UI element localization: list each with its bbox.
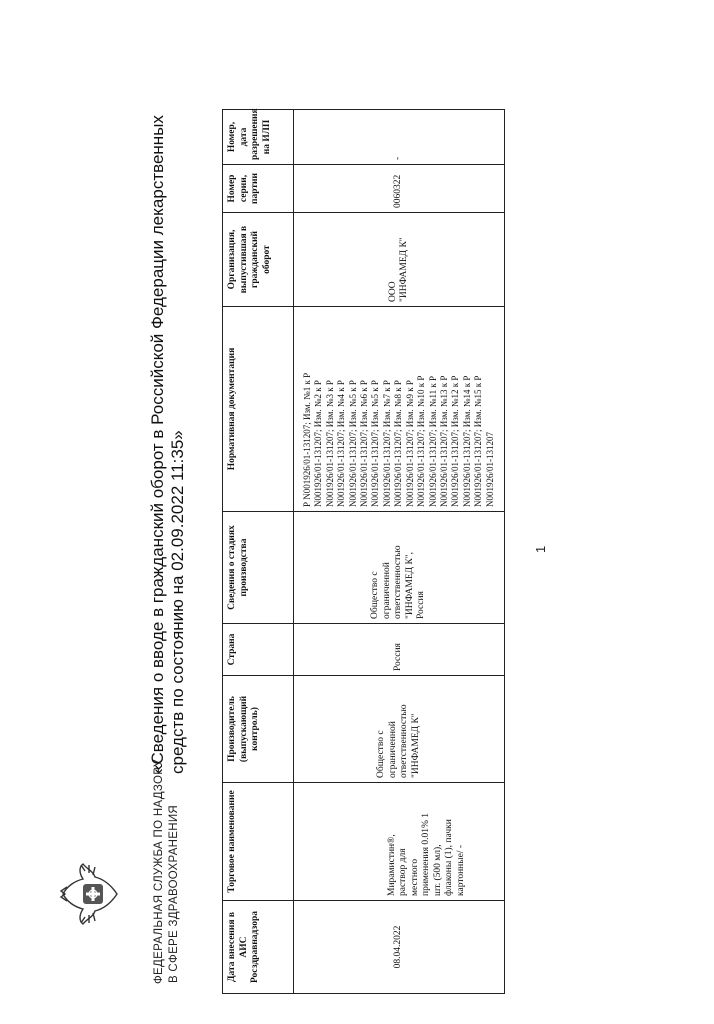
table-row xyxy=(294,110,505,994)
doc-line: N001926/01-131207 xyxy=(484,432,495,507)
registry-table xyxy=(222,109,505,994)
doc-line: N001926/01-131207; Изм. №4 к Р xyxy=(336,380,347,507)
header-docs: Нормативная документация xyxy=(223,307,294,512)
trade-name-line: флаконы (1), пачки xyxy=(444,819,455,896)
doc-line: N001926/01-131207; Изм. №11 к Р xyxy=(427,375,438,507)
header-date: Дата внесения в АИС Росздравнадзора xyxy=(223,901,294,994)
doc-line: N001926/01-131207; Изм. №5 к Р xyxy=(347,380,358,507)
header-series: Номер серии, партии xyxy=(223,165,294,213)
stages-line: ответственностью xyxy=(393,545,404,619)
header-trade-name: Торговое наименование xyxy=(223,783,294,901)
trade-name-line: Мирамистин®, xyxy=(386,834,397,896)
stages-line: "ИНФАМЕД К", xyxy=(404,551,415,619)
organization-line: "ИНФАМЕД К" xyxy=(399,237,409,302)
doc-line: N001926/01-131207; Изм. №12 к Р xyxy=(450,375,461,507)
cell-country: Россия xyxy=(294,624,505,676)
title-line-2: средств по состоянию на 02.09.2022 11:35» xyxy=(168,430,187,774)
doc-line: N001926/01-131207; Изм. №7 к Р xyxy=(381,380,392,507)
doc-line: N001926/01-131207; Изм. №3 к Р xyxy=(324,380,335,507)
trade-name-line: местного xyxy=(409,858,420,896)
header-country: Страна xyxy=(223,624,294,676)
trade-name-line: применения 0.01% 1 xyxy=(421,812,432,896)
agency-line-2: В СФЕРЕ ЗДРАВООХРАНЕНИЯ xyxy=(168,804,180,984)
header-permit: Номер, дата разрешения на ИЛП xyxy=(223,110,294,165)
manufacturer-line: ограниченной xyxy=(387,721,398,778)
title-line-1: «Сведения о вводе в гражданский оборот в Российской Федерации лекарственных xyxy=(148,115,167,774)
cell-docs xyxy=(294,307,505,512)
stages-line: Общество с xyxy=(370,571,381,619)
doc-line: Р N001926/01-131207; Изм. №1 к Р xyxy=(302,372,313,507)
manufacturer-line: ответственностью xyxy=(399,704,409,778)
cell-manufacturer xyxy=(294,676,505,783)
document-title xyxy=(148,54,188,774)
cell-stages xyxy=(294,512,505,624)
doc-line: N001926/01-131207; Изм. №9 к Р xyxy=(404,380,415,507)
agency-name xyxy=(152,759,182,984)
roszdravnadzor-emblem-icon xyxy=(55,859,125,929)
page-number: 1 xyxy=(533,545,548,553)
trade-name-line: картонные/ - xyxy=(455,844,466,896)
trade-name-line: шт. (500 мл), xyxy=(432,844,443,896)
header-manufacturer: Производитель (выпускающий контроль) xyxy=(223,676,294,783)
cell-trade-name xyxy=(294,783,505,901)
cell-series: 0060322 xyxy=(294,165,505,213)
header-organization: Организация, выпустившая в гражданский оборот xyxy=(223,213,294,307)
manufacturer-line: Общество с xyxy=(376,730,386,778)
doc-line: N001926/01-131207; Изм. №10 к Р xyxy=(416,375,427,507)
stages-line: Россия xyxy=(416,591,427,619)
doc-line: N001926/01-131207; Изм. №15 к Р xyxy=(473,375,484,507)
cell-date: 08.04.2022 xyxy=(294,901,505,994)
trade-name-line: раствор для xyxy=(398,848,409,896)
cell-permit: - xyxy=(294,110,505,165)
cell-organization xyxy=(294,213,505,307)
manufacturer-line: "ИНФАМЕД К" xyxy=(410,713,421,778)
doc-line: N001926/01-131207; Изм. №6 к Р xyxy=(359,380,370,507)
header-stages: Сведения о стадиях производства xyxy=(223,512,294,624)
organization-line: ООО xyxy=(387,281,398,302)
doc-line: N001926/01-131207; Изм. №2 к Р xyxy=(313,380,324,507)
table-header-row xyxy=(223,110,294,994)
agency-line-1: ФЕДЕРАЛЬНАЯ СЛУЖБА ПО НАДЗОРУ xyxy=(153,759,165,984)
stages-line: ограниченной xyxy=(381,562,392,619)
doc-line: N001926/01-131207; Изм. №5 к Р xyxy=(370,380,381,507)
doc-line: N001926/01-131207; Изм. №8 к Р xyxy=(393,380,404,507)
doc-line: N001926/01-131207; Изм. №14 к Р xyxy=(461,375,472,507)
doc-line: N001926/01-131207; Изм. №13 к Р xyxy=(438,375,449,507)
